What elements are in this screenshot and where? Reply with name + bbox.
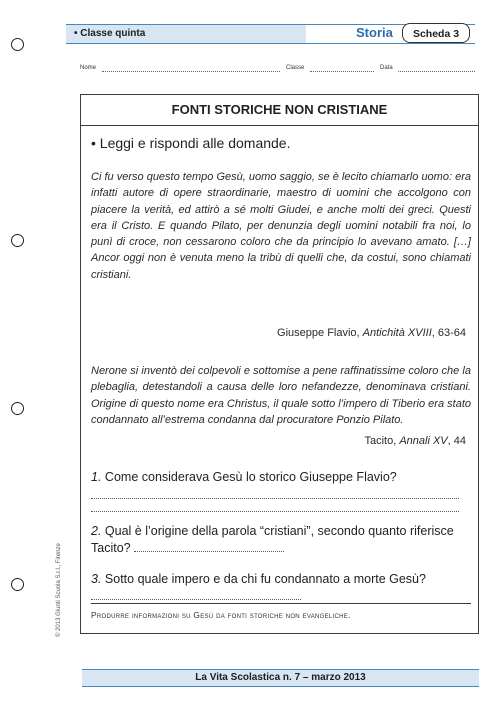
quote-flavio: Ci fu verso questo tempo Gesù, uomo saggio, se è lecito chiamarlo uomo: era infatti autore di opere straordinarie, maestro di uomini che accolgono con piacere la verità, ed attirò a sé molti Giudei, e anche molti dei greci. Questi era il Cristo. E quando Pilato, per denunzia degli uomini notabili fra noi, lo punì di croce, non cessarono coloro che da principio lo avevano amato. […] Ancor oggi non è venuta meno la tribù di quelli che, da costui, sono chiamati cristiani. <box>91 171 471 281</box>
question-1: 1. Come considerava Gesù lo storico Giuseppe Flavio? <box>91 469 471 512</box>
subject-label: Storia <box>356 25 393 40</box>
answer-line[interactable] <box>91 599 301 600</box>
footer-bar: La Vita Scolastica n. 7 – marzo 2013 <box>82 669 479 687</box>
source-tacito: Tacito, Annali XV, 44 <box>364 435 466 447</box>
name-label: Nome <box>80 65 97 71</box>
name-field[interactable] <box>102 71 280 72</box>
answer-line[interactable] <box>134 551 284 552</box>
question-2: 2. Qual è l’origine della parola “cristiani”, secondo quanto riferisce Tacito? <box>91 524 454 555</box>
binder-hole <box>11 38 24 51</box>
binder-hole <box>11 578 24 591</box>
answer-line[interactable] <box>91 511 459 512</box>
class-field[interactable] <box>310 71 374 72</box>
sheet-badge: Scheda 3 <box>402 23 470 43</box>
copyright-note: © 2013 Giunti Scuola S.r.l., Firenze <box>56 543 62 637</box>
question-3: 3. Sotto quale impero e da chi fu condannato a morte Gesù? <box>91 571 471 605</box>
date-label: Data <box>380 65 393 71</box>
class-field-label: Classe <box>286 65 305 71</box>
learning-objective: Produrre informazioni su Gesù da fonti storiche non evangeliche. <box>91 603 471 620</box>
class-label: • Classe quinta <box>66 25 306 43</box>
binder-hole <box>11 402 24 415</box>
date-field[interactable] <box>398 71 475 72</box>
binder-hole <box>11 234 24 247</box>
worksheet-title: FONTI STORICHE NON CRISTIANE <box>81 95 478 126</box>
source-flavio: Giuseppe Flavio, Antichità XVIII, 63-64 <box>277 327 466 339</box>
worksheet-frame <box>80 94 479 634</box>
answer-line[interactable] <box>91 498 459 499</box>
instruction: • Leggi e rispondi alle domande. <box>91 135 291 151</box>
quote-tacito: Nerone si inventò dei colpevoli e sottomise a pene raffinatissime coloro che la plebaglia, detestandoli a causa delle loro nefandezze, denominava cristiani. Origine di questo nome era Christus, il quale sotto l’impero di Tiberio era stato condannato all’estrema condanna dal procuratore Ponzio Pilato. <box>91 365 471 426</box>
